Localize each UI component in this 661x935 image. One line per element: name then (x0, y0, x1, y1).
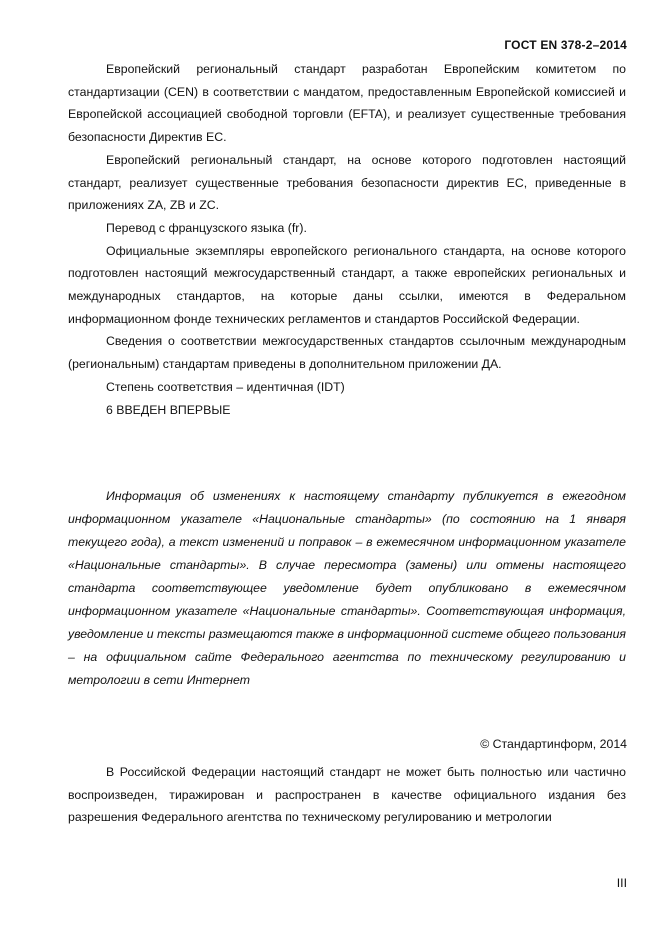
paragraph-official-copies: Официальные экземпляры европейского регионального стандарта, на основе которого подготовлен настоящий межгосударственный стандарт, а также европейских региональных и международных стандартов, на которые даны ссылки, имеются в Федеральном информационном фонде технических регламентов и стандартов Российской Федерации. (68, 243, 626, 326)
copyright-line: © Стандартинформ, 2014 (480, 737, 627, 751)
reproduction-rights-text: В Российской Федерации настоящий стандарт не может быть полностью или частично воспроизведен, тиражирован и распространен в качестве официального издания без разрешения Федерального агентства по техническому регулированию и метрологии (68, 765, 626, 824)
paragraph-degree-of-correspondence: Степень соответствия – идентичная (IDT) (106, 379, 345, 394)
changes-information-text: Информация об изменениях к настоящему стандарту публикуется в ежегодном информационном указателе «Национальные стандарты» (по состоянию на 1 января текущего года), а текст изменений и поправок – в ежемесячном информационном указателе «Национальные стандарты». В случае пересмотра (замены) или отмены настоящего стандарта соответствующее уведомление будет опубликовано в ежемесячном информационном указателе «Национальные стандарты». Соответствующая информация, уведомление и тексты размещаются также в информационной системе общего пользования – на официальном сайте Федерального агентства по техническому регулированию и метрологии в сети Интернет (68, 489, 626, 687)
paragraph-reference-standards: Сведения о соответствии межгосударственных стандартов ссылочным международным (региональным) стандартам приведены в дополнительном приложении ДА. (68, 334, 626, 372)
document-code-header: ГОСТ EN 378-2–2014 (504, 38, 627, 52)
paragraph-eu-directives: Европейский региональный стандарт, на основе которого подготовлен настоящий стандарт, реализует существенные требования безопасности директив ЕС, приведенные в приложениях ZA, ZB и ZC. (68, 152, 626, 213)
changes-information-notice (68, 485, 626, 692)
page-number: III (616, 876, 627, 890)
preface-body (68, 58, 626, 421)
paragraph-translation: Перевод с французского языка (fr). (106, 220, 307, 235)
paragraph-introduced: 6 ВВЕДЕН ВПЕРВЫЕ (106, 402, 231, 417)
paragraph-cen-mandate: Европейский региональный стандарт разработан Европейским комитетом по стандартизации (CEN) в соответствии с мандатом, предоставленным Европейской комиссией и Европейской ассоциацией свободной торговли (EFTA), и реализует существенные требования безопасности Директив ЕС. (68, 62, 626, 145)
reproduction-rights-notice (68, 761, 626, 829)
